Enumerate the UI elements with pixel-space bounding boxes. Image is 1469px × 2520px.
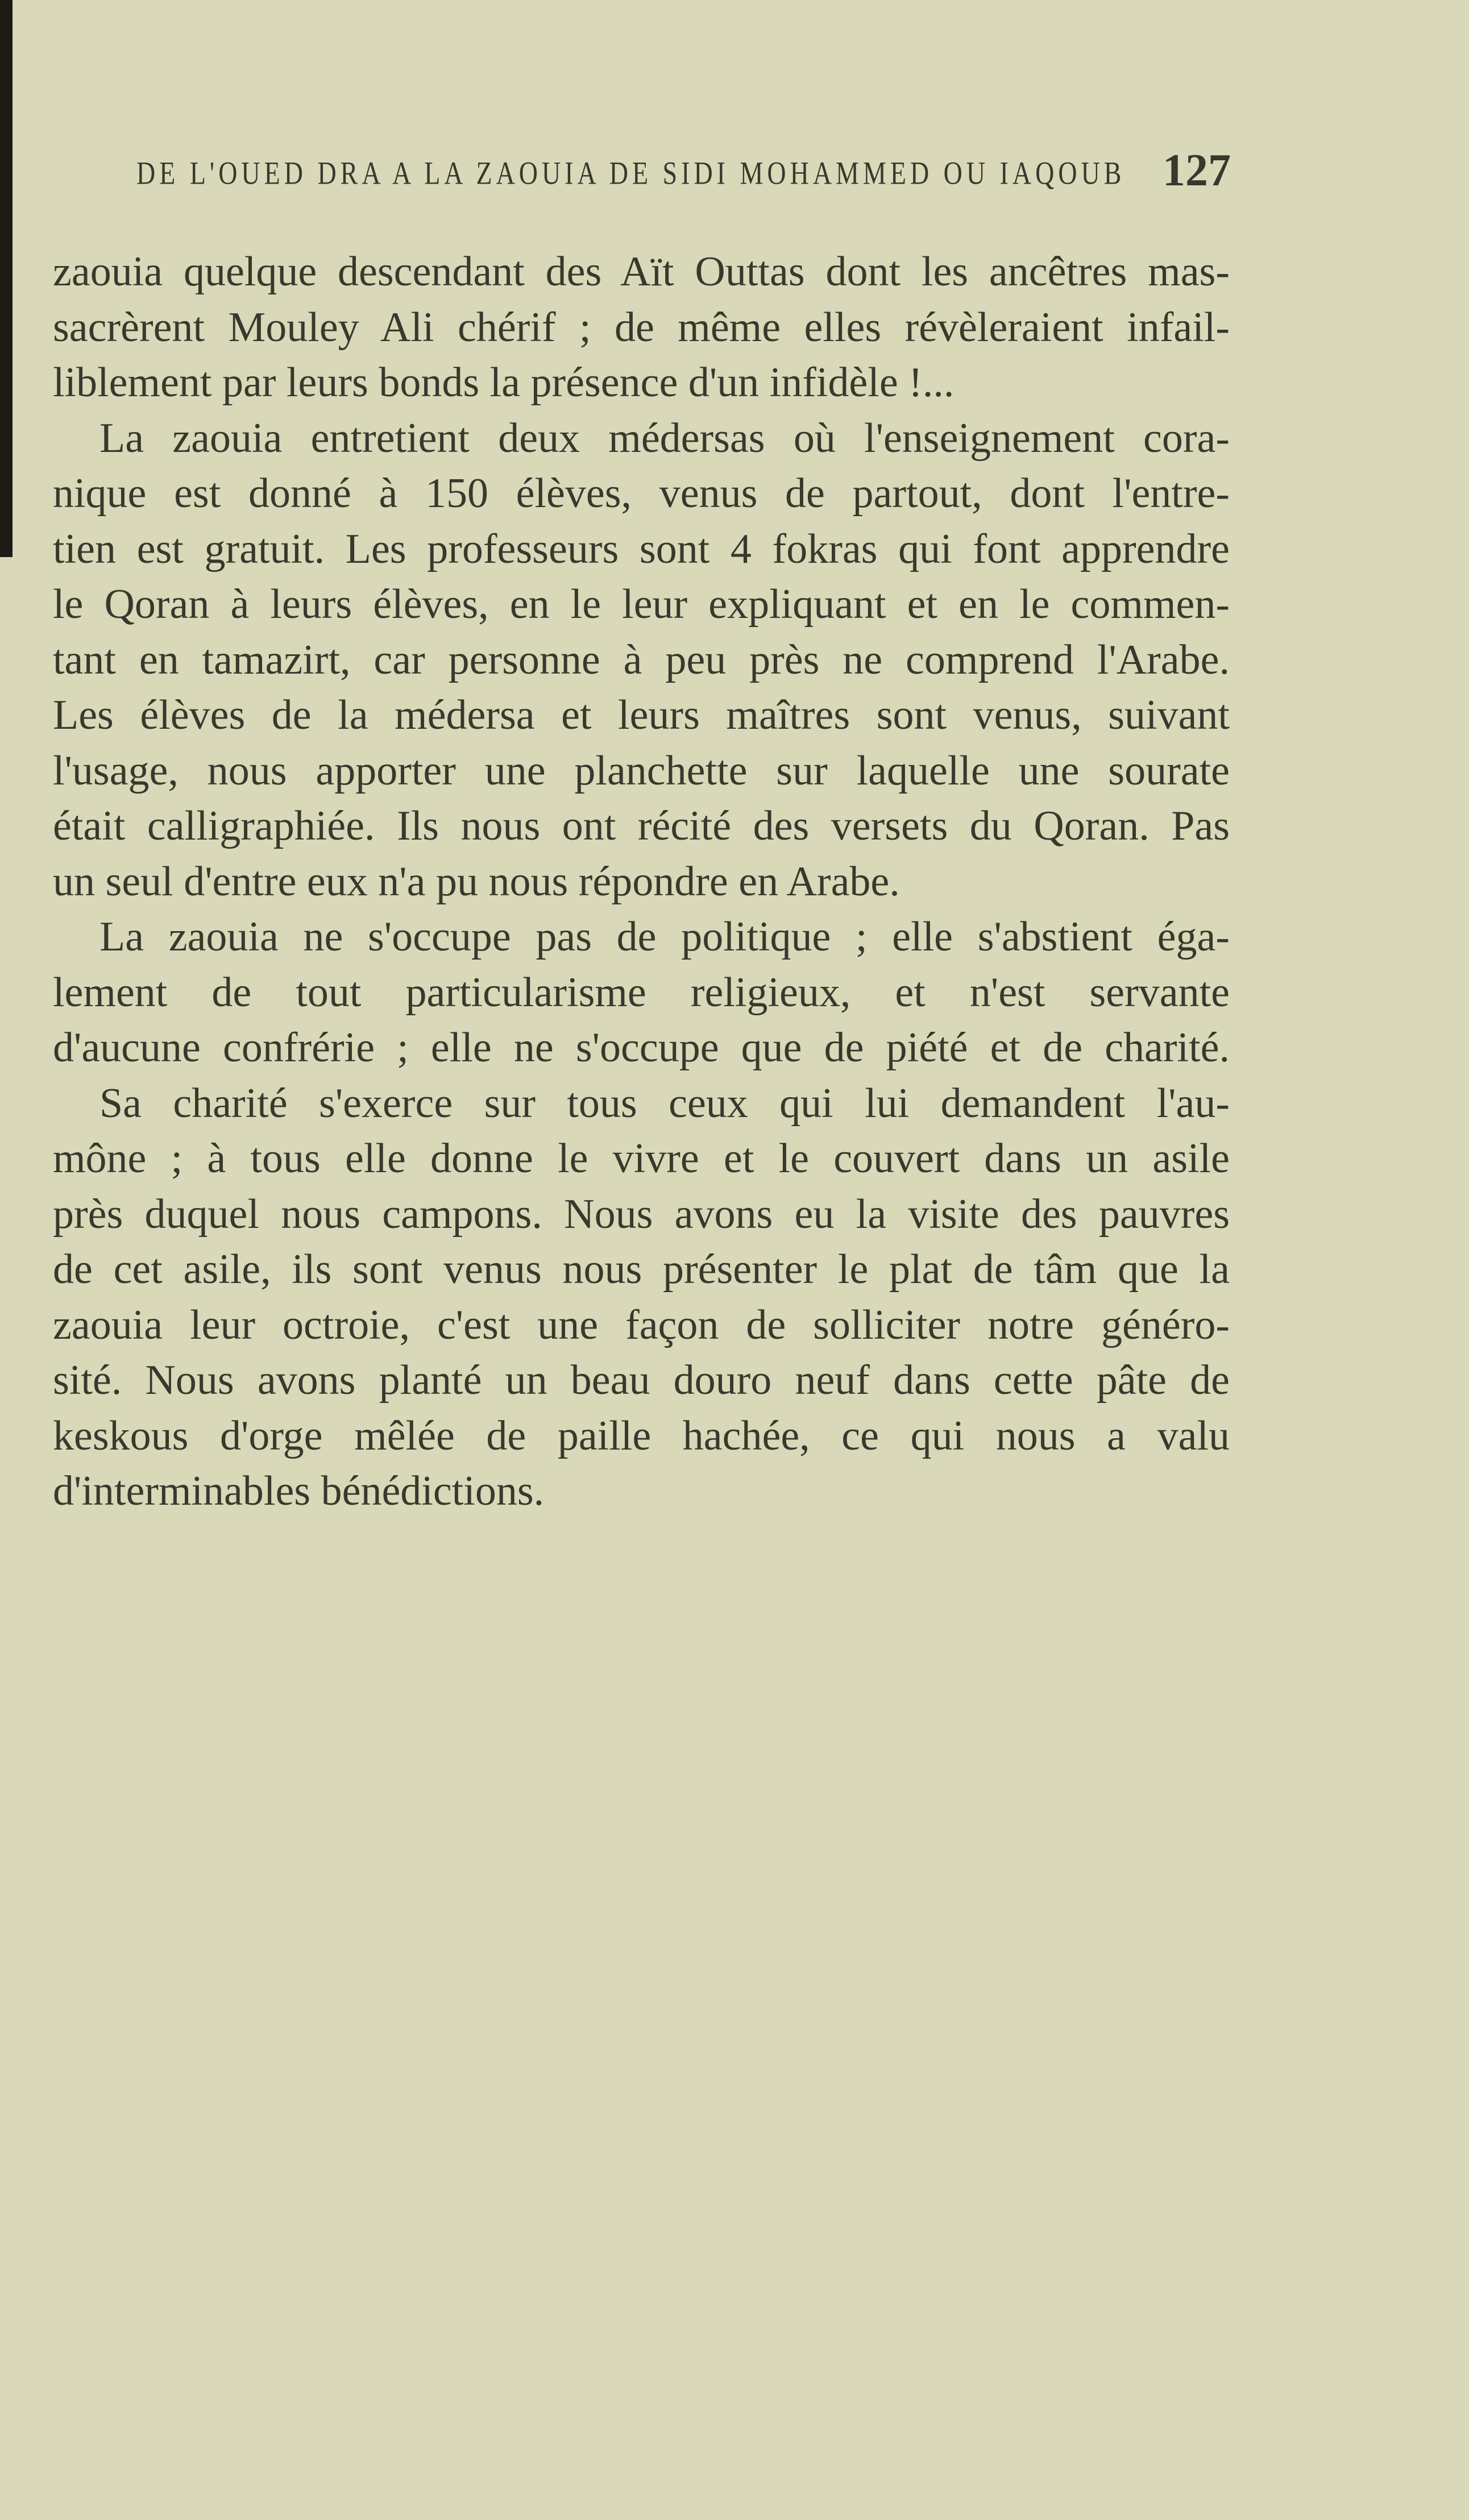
text-line: liblement par leurs bonds la présence d'un infidèle !...	[53, 359, 955, 406]
page-body	[53, 244, 1230, 1520]
text-line: un seul d'entre eux n'a pu nous répondre en Arabe.	[53, 858, 900, 905]
text-line: keskous d'orge mêlée de paille hachée, ce qui nous a valu	[53, 1412, 1230, 1459]
text-line: était calligraphiée. Ils nous ont récité des versets du Qoran. Pas	[53, 803, 1230, 849]
text-line: d'aucune confrérie ; elle ne s'occupe que de piété et de charité.	[53, 1024, 1230, 1071]
text-line: le Qoran à leurs élèves, en le leur expliquant et en le commen-	[53, 581, 1230, 628]
text-line: zaouia leur octroie, c'est une façon de solliciter notre généro-	[53, 1301, 1230, 1348]
page-number: 127	[1163, 146, 1231, 196]
text-line: tien est gratuit. Les professeurs sont 4 fokras qui font apprendre	[53, 525, 1230, 572]
running-title: DE L'OUED DRA A LA ZAOUIA DE SIDI MOHAMMED OU IAQOUB	[136, 155, 1126, 191]
text-line: zaouia quelque descendant des Aït Outtas dont les ancêtres mas-	[53, 248, 1230, 295]
text-line: l'usage, nous apporter une planchette sur laquelle une sourate	[53, 747, 1230, 794]
text-line: La zaouia ne s'occupe pas de politique ; elle s'abstient éga-	[99, 914, 1230, 960]
text-line: mône ; à tous elle donne le vivre et le couvert dans un asile	[53, 1135, 1230, 1182]
text-line: sité. Nous avons planté un beau douro neuf dans cette pâte de	[53, 1357, 1230, 1404]
text-line: près duquel nous campons. Nous avons eu la visite des pauvres	[53, 1190, 1230, 1238]
page-binding-edge	[0, 0, 13, 557]
text-line: La zaouia entretient deux médersas où l'enseignement cora-	[99, 414, 1230, 462]
text-line: sacrèrent Mouley Ali chérif ; de même elles révèleraient infail-	[53, 304, 1230, 351]
text-line: nique est donné à 150 élèves, venus de partout, dont l'entre-	[53, 470, 1230, 517]
text-line: Sa charité s'exerce sur tous ceux qui lui demandent l'au-	[99, 1080, 1230, 1127]
text-line: lement de tout particularisme religieux, et n'est servante	[53, 969, 1230, 1016]
text-line: d'interminables bénédictions.	[53, 1468, 545, 1514]
text-line: de cet asile, ils sont venus nous présenter le plat de tâm que la	[53, 1246, 1230, 1293]
text-line: tant en tamazirt, car personne à peu près ne comprend l'Arabe.	[53, 636, 1230, 683]
text-line: Les élèves de la médersa et leurs maîtres sont venus, suivant	[53, 692, 1230, 738]
page-header	[136, 145, 1231, 197]
